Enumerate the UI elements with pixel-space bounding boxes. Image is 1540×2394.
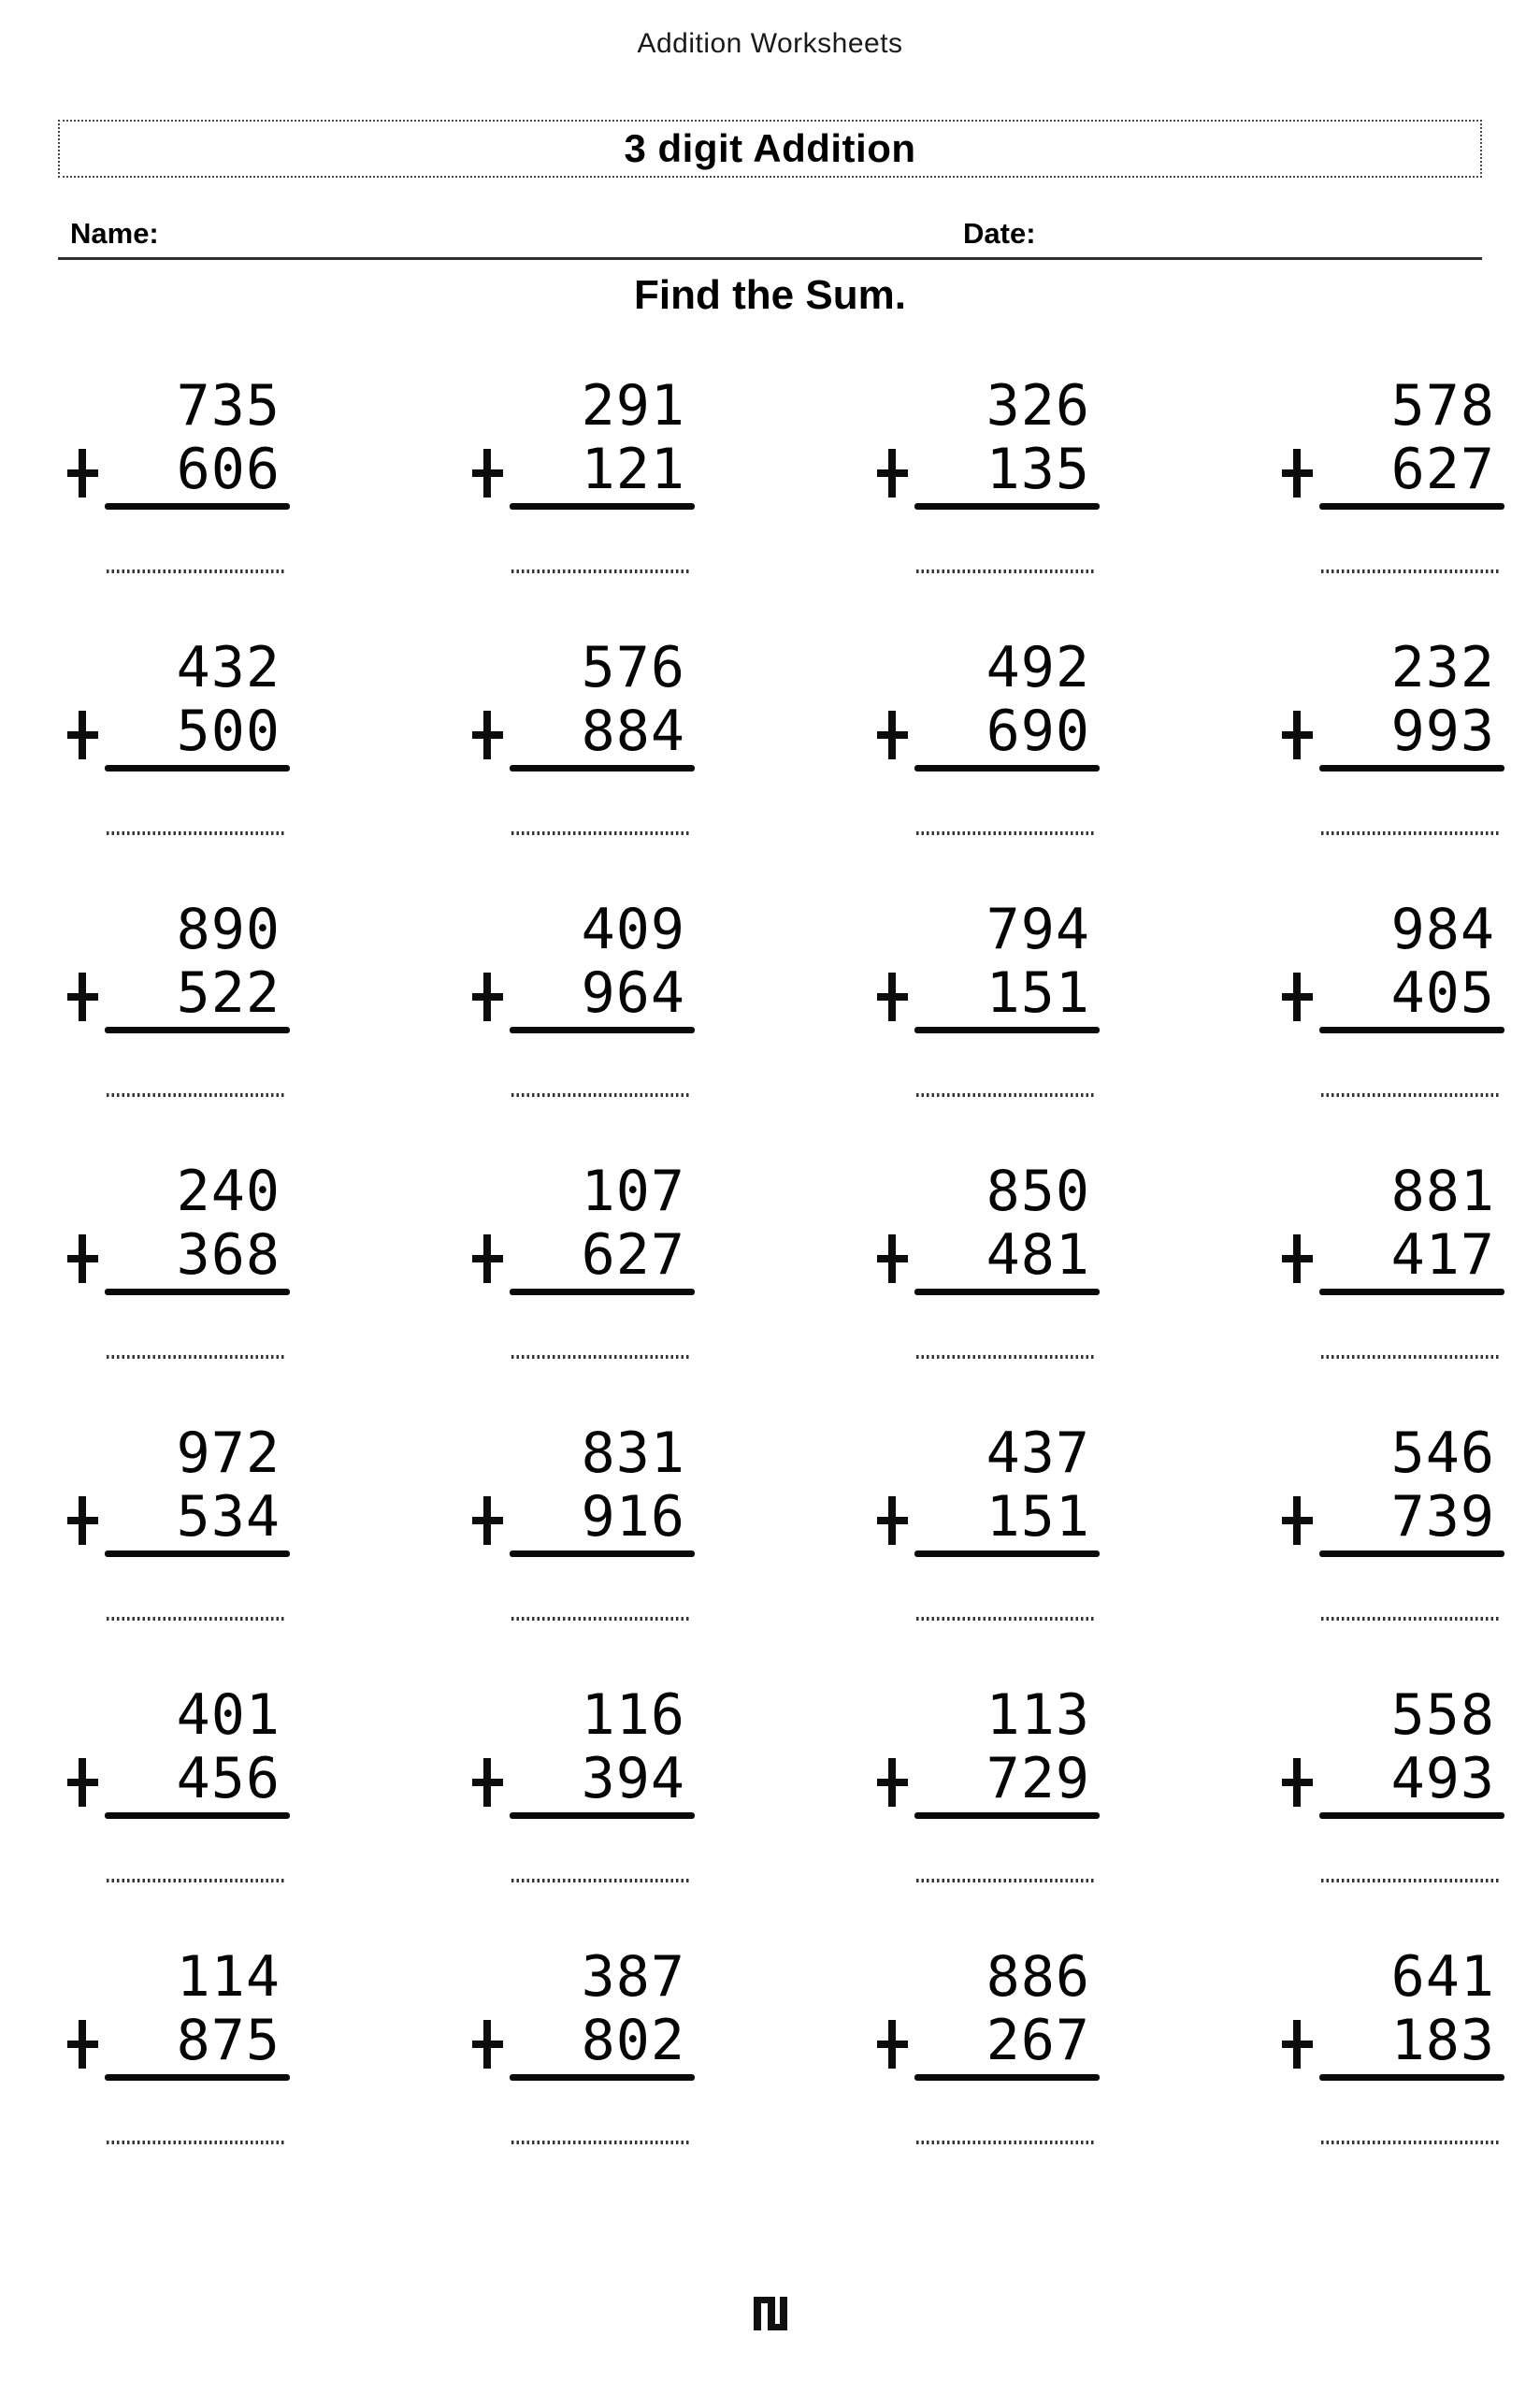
plus-icon — [877, 1234, 908, 1283]
addend-top: 432 — [176, 635, 281, 700]
sum-bar — [105, 765, 290, 772]
addend-bottom-row — [877, 699, 1100, 763]
sum-bar — [1319, 1027, 1504, 1033]
problem-block — [472, 1945, 695, 2144]
answer-line — [1321, 831, 1501, 835]
addition-problem — [1282, 1945, 1540, 2207]
addend-bottom: 368 — [176, 1222, 281, 1288]
sum-bar — [105, 503, 290, 510]
plus-icon — [67, 1496, 98, 1545]
addend-top: 437 — [986, 1421, 1090, 1486]
addend-bottom-row — [67, 2009, 290, 2072]
answer-line — [107, 1617, 286, 1621]
sum-bar — [105, 2074, 290, 2081]
sum-bar — [510, 1550, 695, 1557]
page-title: 3 digit Addition — [624, 126, 916, 170]
sum-bar — [914, 765, 1100, 772]
problem-block — [877, 1683, 1100, 1882]
title-box — [58, 120, 1482, 178]
sum-bar — [1319, 1289, 1504, 1295]
sum-bar — [105, 1027, 290, 1033]
answer-line — [916, 1617, 1096, 1621]
addition-problem — [877, 636, 1282, 898]
addend-bottom-row — [472, 1223, 695, 1287]
instruction-text: Find the Sum. — [634, 272, 906, 318]
problem-block — [67, 1160, 290, 1359]
addend-bottom: 456 — [176, 1746, 281, 1811]
addend-bottom: 417 — [1390, 1222, 1495, 1288]
sum-bar — [1319, 503, 1504, 510]
problem-block — [877, 636, 1100, 835]
addition-problem — [472, 1421, 877, 1683]
addend-bottom: 993 — [1390, 699, 1495, 764]
addend-bottom: 606 — [176, 437, 281, 502]
answer-line — [916, 1093, 1096, 1097]
addend-bottom: 135 — [986, 437, 1090, 502]
sum-bar — [510, 765, 695, 772]
problem-block — [877, 1160, 1100, 1359]
addend-bottom-row — [1282, 2009, 1504, 2072]
addend-top: 576 — [581, 635, 685, 700]
addend-bottom-row — [1282, 438, 1504, 501]
answer-line — [107, 1355, 286, 1359]
addend-bottom: 884 — [581, 699, 685, 764]
addend-bottom-row — [1282, 1747, 1504, 1810]
addend-top: 107 — [581, 1159, 685, 1224]
answer-line — [107, 1093, 286, 1097]
plus-icon — [1282, 973, 1313, 1021]
plus-icon — [472, 449, 503, 498]
addition-problem — [67, 1683, 472, 1945]
problem-block — [67, 636, 290, 835]
addend-bottom: 739 — [1390, 1484, 1495, 1550]
plus-icon — [1282, 1758, 1313, 1807]
addend-bottom: 802 — [581, 2008, 685, 2073]
sum-bar — [914, 1550, 1100, 1557]
name-date-row — [58, 215, 1482, 260]
plus-icon — [67, 449, 98, 498]
addend-bottom-row — [877, 1485, 1100, 1549]
addition-problem — [877, 1421, 1282, 1683]
addition-problem — [1282, 1683, 1540, 1945]
addend-bottom: 729 — [986, 1746, 1090, 1811]
plus-icon — [877, 1758, 908, 1807]
addend-bottom: 500 — [176, 699, 281, 764]
addend-bottom-row — [472, 1485, 695, 1549]
problem-block — [1282, 898, 1504, 1097]
worksheet-logo-icon — [753, 2297, 788, 2330]
problem-block — [877, 898, 1100, 1097]
addition-problem — [472, 1160, 877, 1421]
problem-block — [1282, 1421, 1504, 1621]
plus-icon — [472, 1496, 503, 1545]
addition-problem — [1282, 898, 1540, 1160]
addend-bottom-row — [67, 1485, 290, 1549]
addend-top: 831 — [581, 1421, 685, 1486]
sum-bar — [510, 2074, 695, 2081]
answer-line — [916, 570, 1096, 573]
plus-icon — [472, 2020, 503, 2069]
problem-block — [67, 1421, 290, 1621]
addition-problem — [1282, 1421, 1540, 1683]
answer-line — [916, 1355, 1096, 1359]
addend-top: 641 — [1390, 1944, 1495, 2010]
addition-problem — [472, 898, 877, 1160]
addend-bottom: 627 — [1390, 437, 1495, 502]
addition-problem — [67, 1945, 472, 2207]
problem-block — [67, 898, 290, 1097]
name-label: Name: — [70, 217, 159, 250]
problem-block — [1282, 1683, 1504, 1882]
problem-block — [67, 1945, 290, 2144]
addend-bottom: 183 — [1390, 2008, 1495, 2073]
answer-line — [1321, 570, 1501, 573]
answer-line — [107, 1879, 286, 1882]
addend-bottom-row — [67, 1223, 290, 1287]
addend-bottom: 151 — [986, 960, 1090, 1026]
addend-bottom-row — [472, 1747, 695, 1810]
addend-top: 113 — [986, 1682, 1090, 1748]
answer-line — [107, 2141, 286, 2144]
addition-problem — [877, 1945, 1282, 2207]
addend-top: 794 — [986, 897, 1090, 962]
addition-problem — [67, 374, 472, 636]
addition-problem — [877, 898, 1282, 1160]
addition-problem — [877, 374, 1282, 636]
answer-line — [107, 570, 286, 573]
plus-icon — [1282, 1234, 1313, 1283]
addend-bottom: 522 — [176, 960, 281, 1026]
addend-bottom-row — [472, 2009, 695, 2072]
addend-top: 240 — [176, 1159, 281, 1224]
problem-block — [877, 374, 1100, 573]
answer-line — [511, 570, 691, 573]
problem-block — [67, 374, 290, 573]
addend-bottom: 875 — [176, 2008, 281, 2073]
sum-bar — [914, 1289, 1100, 1295]
addend-bottom: 627 — [581, 1222, 685, 1288]
answer-line — [1321, 1617, 1501, 1621]
problem-block — [472, 1160, 695, 1359]
addition-problem — [67, 636, 472, 898]
problem-block — [472, 898, 695, 1097]
plus-icon — [877, 973, 908, 1021]
addend-top: 886 — [986, 1944, 1090, 2010]
plus-icon — [67, 2020, 98, 2069]
addend-bottom-row — [1282, 699, 1504, 763]
problem-block — [877, 1421, 1100, 1621]
plus-icon — [877, 449, 908, 498]
addend-bottom-row — [877, 2009, 1100, 2072]
addend-top: 890 — [176, 897, 281, 962]
addition-problem — [1282, 636, 1540, 898]
addend-top: 984 — [1390, 897, 1495, 962]
addend-top: 326 — [986, 373, 1090, 439]
sum-bar — [1319, 1812, 1504, 1819]
sum-bar — [914, 1027, 1100, 1033]
addition-problem — [67, 1160, 472, 1421]
answer-line — [511, 1355, 691, 1359]
addend-top: 972 — [176, 1421, 281, 1486]
sum-bar — [105, 1812, 290, 1819]
addend-top: 401 — [176, 1682, 281, 1748]
addend-top: 735 — [176, 373, 281, 439]
problem-block — [472, 1683, 695, 1882]
sum-bar — [1319, 2074, 1504, 2081]
sum-bar — [105, 1289, 290, 1295]
addition-problem — [472, 1683, 877, 1945]
problem-block — [472, 1421, 695, 1621]
answer-line — [916, 2141, 1096, 2144]
addend-bottom: 916 — [581, 1484, 685, 1550]
plus-icon — [67, 1758, 98, 1807]
answer-line — [916, 831, 1096, 835]
sum-bar — [510, 1812, 695, 1819]
plus-icon — [472, 711, 503, 759]
answer-line — [511, 1879, 691, 1882]
addend-top: 409 — [581, 897, 685, 962]
addend-bottom-row — [877, 438, 1100, 501]
addend-bottom-row — [472, 438, 695, 501]
addend-top: 114 — [176, 1944, 281, 2010]
problem-block — [472, 636, 695, 835]
sum-bar — [1319, 765, 1504, 772]
sum-bar — [510, 503, 695, 510]
sum-bar — [510, 1289, 695, 1295]
addend-bottom: 405 — [1390, 960, 1495, 1026]
plus-icon — [1282, 2020, 1313, 2069]
problem-block — [472, 374, 695, 573]
answer-line — [511, 2141, 691, 2144]
addend-bottom-row — [1282, 1485, 1504, 1549]
plus-icon — [472, 973, 503, 1021]
answer-line — [107, 831, 286, 835]
addend-bottom-row — [67, 1747, 290, 1810]
addend-bottom: 534 — [176, 1484, 281, 1550]
answer-line — [1321, 2141, 1501, 2144]
answer-line — [1321, 1355, 1501, 1359]
addend-top: 387 — [581, 1944, 685, 2010]
plus-icon — [67, 1234, 98, 1283]
addend-top: 546 — [1390, 1421, 1495, 1486]
answer-line — [1321, 1093, 1501, 1097]
addend-bottom-row — [67, 438, 290, 501]
sum-bar — [1319, 1550, 1504, 1557]
plus-icon — [1282, 711, 1313, 759]
addend-bottom-row — [472, 699, 695, 763]
plus-icon — [877, 2020, 908, 2069]
problem-block — [877, 1945, 1100, 2144]
addition-problem — [877, 1160, 1282, 1421]
addition-problem — [1282, 374, 1540, 636]
addend-top: 291 — [581, 373, 685, 439]
sum-bar — [510, 1027, 695, 1033]
addition-problem — [67, 1421, 472, 1683]
addend-bottom-row — [472, 961, 695, 1025]
addend-bottom: 394 — [581, 1746, 685, 1811]
addend-bottom-row — [67, 961, 290, 1025]
addend-bottom-row — [877, 961, 1100, 1025]
plus-icon — [877, 1496, 908, 1545]
addition-problem — [1282, 1160, 1540, 1421]
problem-block — [1282, 374, 1504, 573]
addend-bottom: 267 — [986, 2008, 1090, 2073]
addend-bottom-row — [877, 1223, 1100, 1287]
addition-problem — [877, 1683, 1282, 1945]
addend-bottom-row — [67, 699, 290, 763]
addition-problem — [472, 1945, 877, 2207]
addition-problem — [472, 636, 877, 898]
addend-bottom: 964 — [581, 960, 685, 1026]
plus-icon — [67, 973, 98, 1021]
answer-line — [511, 831, 691, 835]
answer-line — [511, 1093, 691, 1097]
addend-top: 850 — [986, 1159, 1090, 1224]
sum-bar — [914, 1812, 1100, 1819]
problem-block — [1282, 1160, 1504, 1359]
sum-bar — [914, 503, 1100, 510]
addend-bottom: 121 — [581, 437, 685, 502]
date-label: Date: — [963, 217, 1036, 250]
sum-bar — [914, 2074, 1100, 2081]
plus-icon — [472, 1758, 503, 1807]
answer-line — [916, 1879, 1096, 1882]
problem-block — [1282, 1945, 1504, 2144]
addend-bottom-row — [1282, 961, 1504, 1025]
addend-bottom: 151 — [986, 1484, 1090, 1550]
problem-block — [67, 1683, 290, 1882]
problem-block — [1282, 636, 1504, 835]
addend-top: 492 — [986, 635, 1090, 700]
addition-problem — [67, 898, 472, 1160]
addend-top: 232 — [1390, 635, 1495, 700]
addend-bottom-row — [877, 1747, 1100, 1810]
answer-line — [511, 1617, 691, 1621]
problems-grid — [0, 374, 1540, 2207]
addend-bottom: 493 — [1390, 1746, 1495, 1811]
plus-icon — [1282, 449, 1313, 498]
plus-icon — [67, 711, 98, 759]
page-header: Addition Worksheets — [637, 28, 903, 59]
addend-bottom: 690 — [986, 699, 1090, 764]
addend-top: 881 — [1390, 1159, 1495, 1224]
sum-bar — [105, 1550, 290, 1557]
addend-bottom-row — [1282, 1223, 1504, 1287]
addition-problem — [472, 374, 877, 636]
addend-bottom: 481 — [986, 1222, 1090, 1288]
addend-top: 558 — [1390, 1682, 1495, 1748]
page-footer — [0, 2297, 1540, 2330]
answer-line — [1321, 1879, 1501, 1882]
plus-icon — [877, 711, 908, 759]
addend-top: 116 — [581, 1682, 685, 1748]
plus-icon — [1282, 1496, 1313, 1545]
addend-top: 578 — [1390, 373, 1495, 439]
plus-icon — [472, 1234, 503, 1283]
